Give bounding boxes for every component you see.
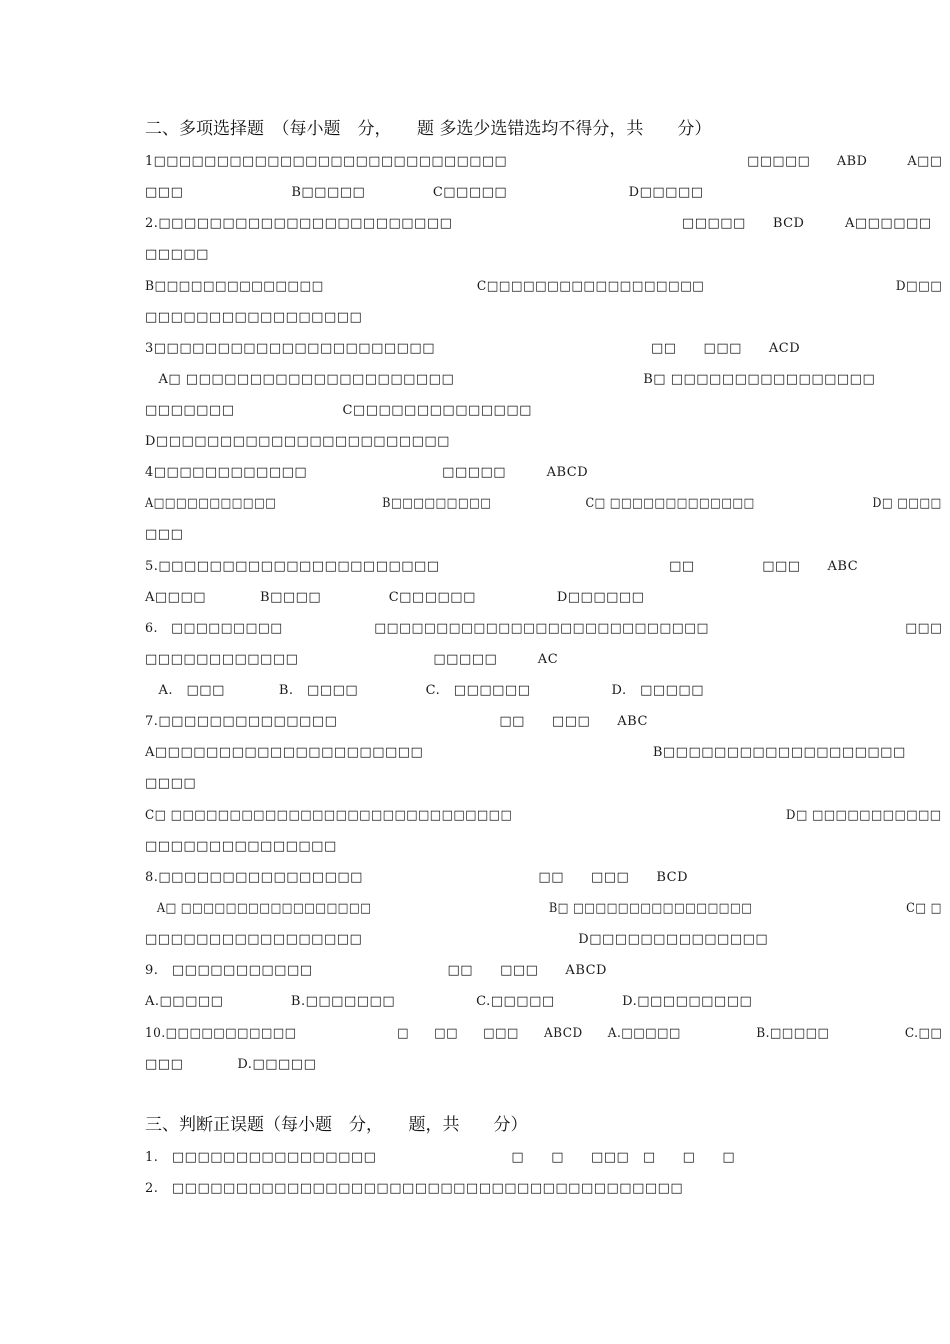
question-line: □□□□□□□□□□□□ □□□□□ AC: [145, 652, 559, 667]
question-line: □□□□□□□□□□□□□□□□□: [145, 310, 363, 325]
question-line: A. □□□ B. □□□□ C. □□□□□□ D. □□□□□: [145, 683, 705, 698]
question-line: 5.□□□□□□□□□□□□□□□□□□□□□□ □□ □□□ ABC: [145, 559, 859, 574]
question-line: □□□□□□□□□□□□□□□□□ D□□□□□□□□□□□□□□: [145, 932, 769, 947]
question-line: A.□□□□□ B.□□□□□□□ C.□□□□□ D.□□□□□□□□□: [145, 994, 753, 1009]
question-line: 2. □□□□□□□□□□□□□□□□□□□□□□□□□□□□□□□□□□□□□□□□: [145, 1181, 684, 1196]
question-line: A□□□□□□□□□□□ B□□□□□□□□□ C□ □□□□□□□□□□□□□ D□ □□□□: [145, 496, 942, 511]
question-line: □□□□□□□ C□□□□□□□□□□□□□□: [145, 403, 532, 418]
question-line: D□□□□□□□□□□□□□□□□□□□□□□□: [145, 434, 450, 449]
question-line: □□□ B□□□□□ C□□□□□ D□□□□□: [145, 185, 704, 200]
question-line: A□□□□ B□□□□ C□□□□□□ D□□□□□□: [145, 590, 645, 605]
section-2-heading: 二、多项选择题 （每小题 分， 题 多选少选错选均不得分，共 分）: [145, 119, 712, 139]
question-line: 2.□□□□□□□□□□□□□□□□□□□□□□□ □□□□□ BCD A□□□□□□: [145, 216, 932, 231]
question-line: C□ □□□□□□□□□□□□□□□□□□□□□□□□□□□□□ D□ □□□□□□□□□□□: [145, 808, 942, 823]
question-line: A□□□□□□□□□□□□□□□□□□□□□ B□□□□□□□□□□□□□□□□□□□: [145, 745, 906, 760]
question-line: □□□□□: [145, 247, 209, 262]
question-line: 10.□□□□□□□□□□□ □ □□ □□□ ABCD A.□□□□□ B.□□□□□ C.□□: [145, 1026, 943, 1041]
question-line: 7.□□□□□□□□□□□□□□ □□ □□□ ABC: [145, 714, 648, 729]
question-line: □□□□□□□□□□□□□□□: [145, 839, 337, 854]
question-line: 6. □□□□□□□□□ □□□□□□□□□□□□□□□□□□□□□□□□□□□ □□□: [145, 621, 943, 636]
question-line: □□□□: [145, 776, 197, 791]
question-line: □□□ D.□□□□□: [145, 1057, 317, 1072]
question-line: 8.□□□□□□□□□□□□□□□□ □□ □□□ BCD: [145, 870, 689, 885]
section-3-heading: 三、判断正误题（每小题 分， 题，共 分）: [145, 1115, 528, 1135]
question-line: 9. □□□□□□□□□□□ □□ □□□ ABCD: [145, 963, 607, 978]
question-line: 1□□□□□□□□□□□□□□□□□□□□□□□□□□□□ □□□□□ ABD A□□: [145, 154, 943, 169]
question-line: 4□□□□□□□□□□□□ □□□□□ ABCD: [145, 465, 589, 480]
question-line: 3□□□□□□□□□□□□□□□□□□□□□□ □□ □□□ ACD: [145, 341, 801, 356]
question-line: B□□□□□□□□□□□□□□ C□□□□□□□□□□□□□□□□□□ D□□□: [145, 279, 943, 294]
question-line: □□□: [145, 527, 184, 542]
question-line: 1. □□□□□□□□□□□□□□□□ □ □ □□□ □ □ □: [145, 1150, 736, 1165]
question-line: A□ □□□□□□□□□□□□□□□□□ B□ □□□□□□□□□□□□□□□□ C□ □: [145, 901, 942, 916]
question-line: A□ □□□□□□□□□□□□□□□□□□□□□ B□ □□□□□□□□□□□□□□□□: [145, 372, 876, 387]
